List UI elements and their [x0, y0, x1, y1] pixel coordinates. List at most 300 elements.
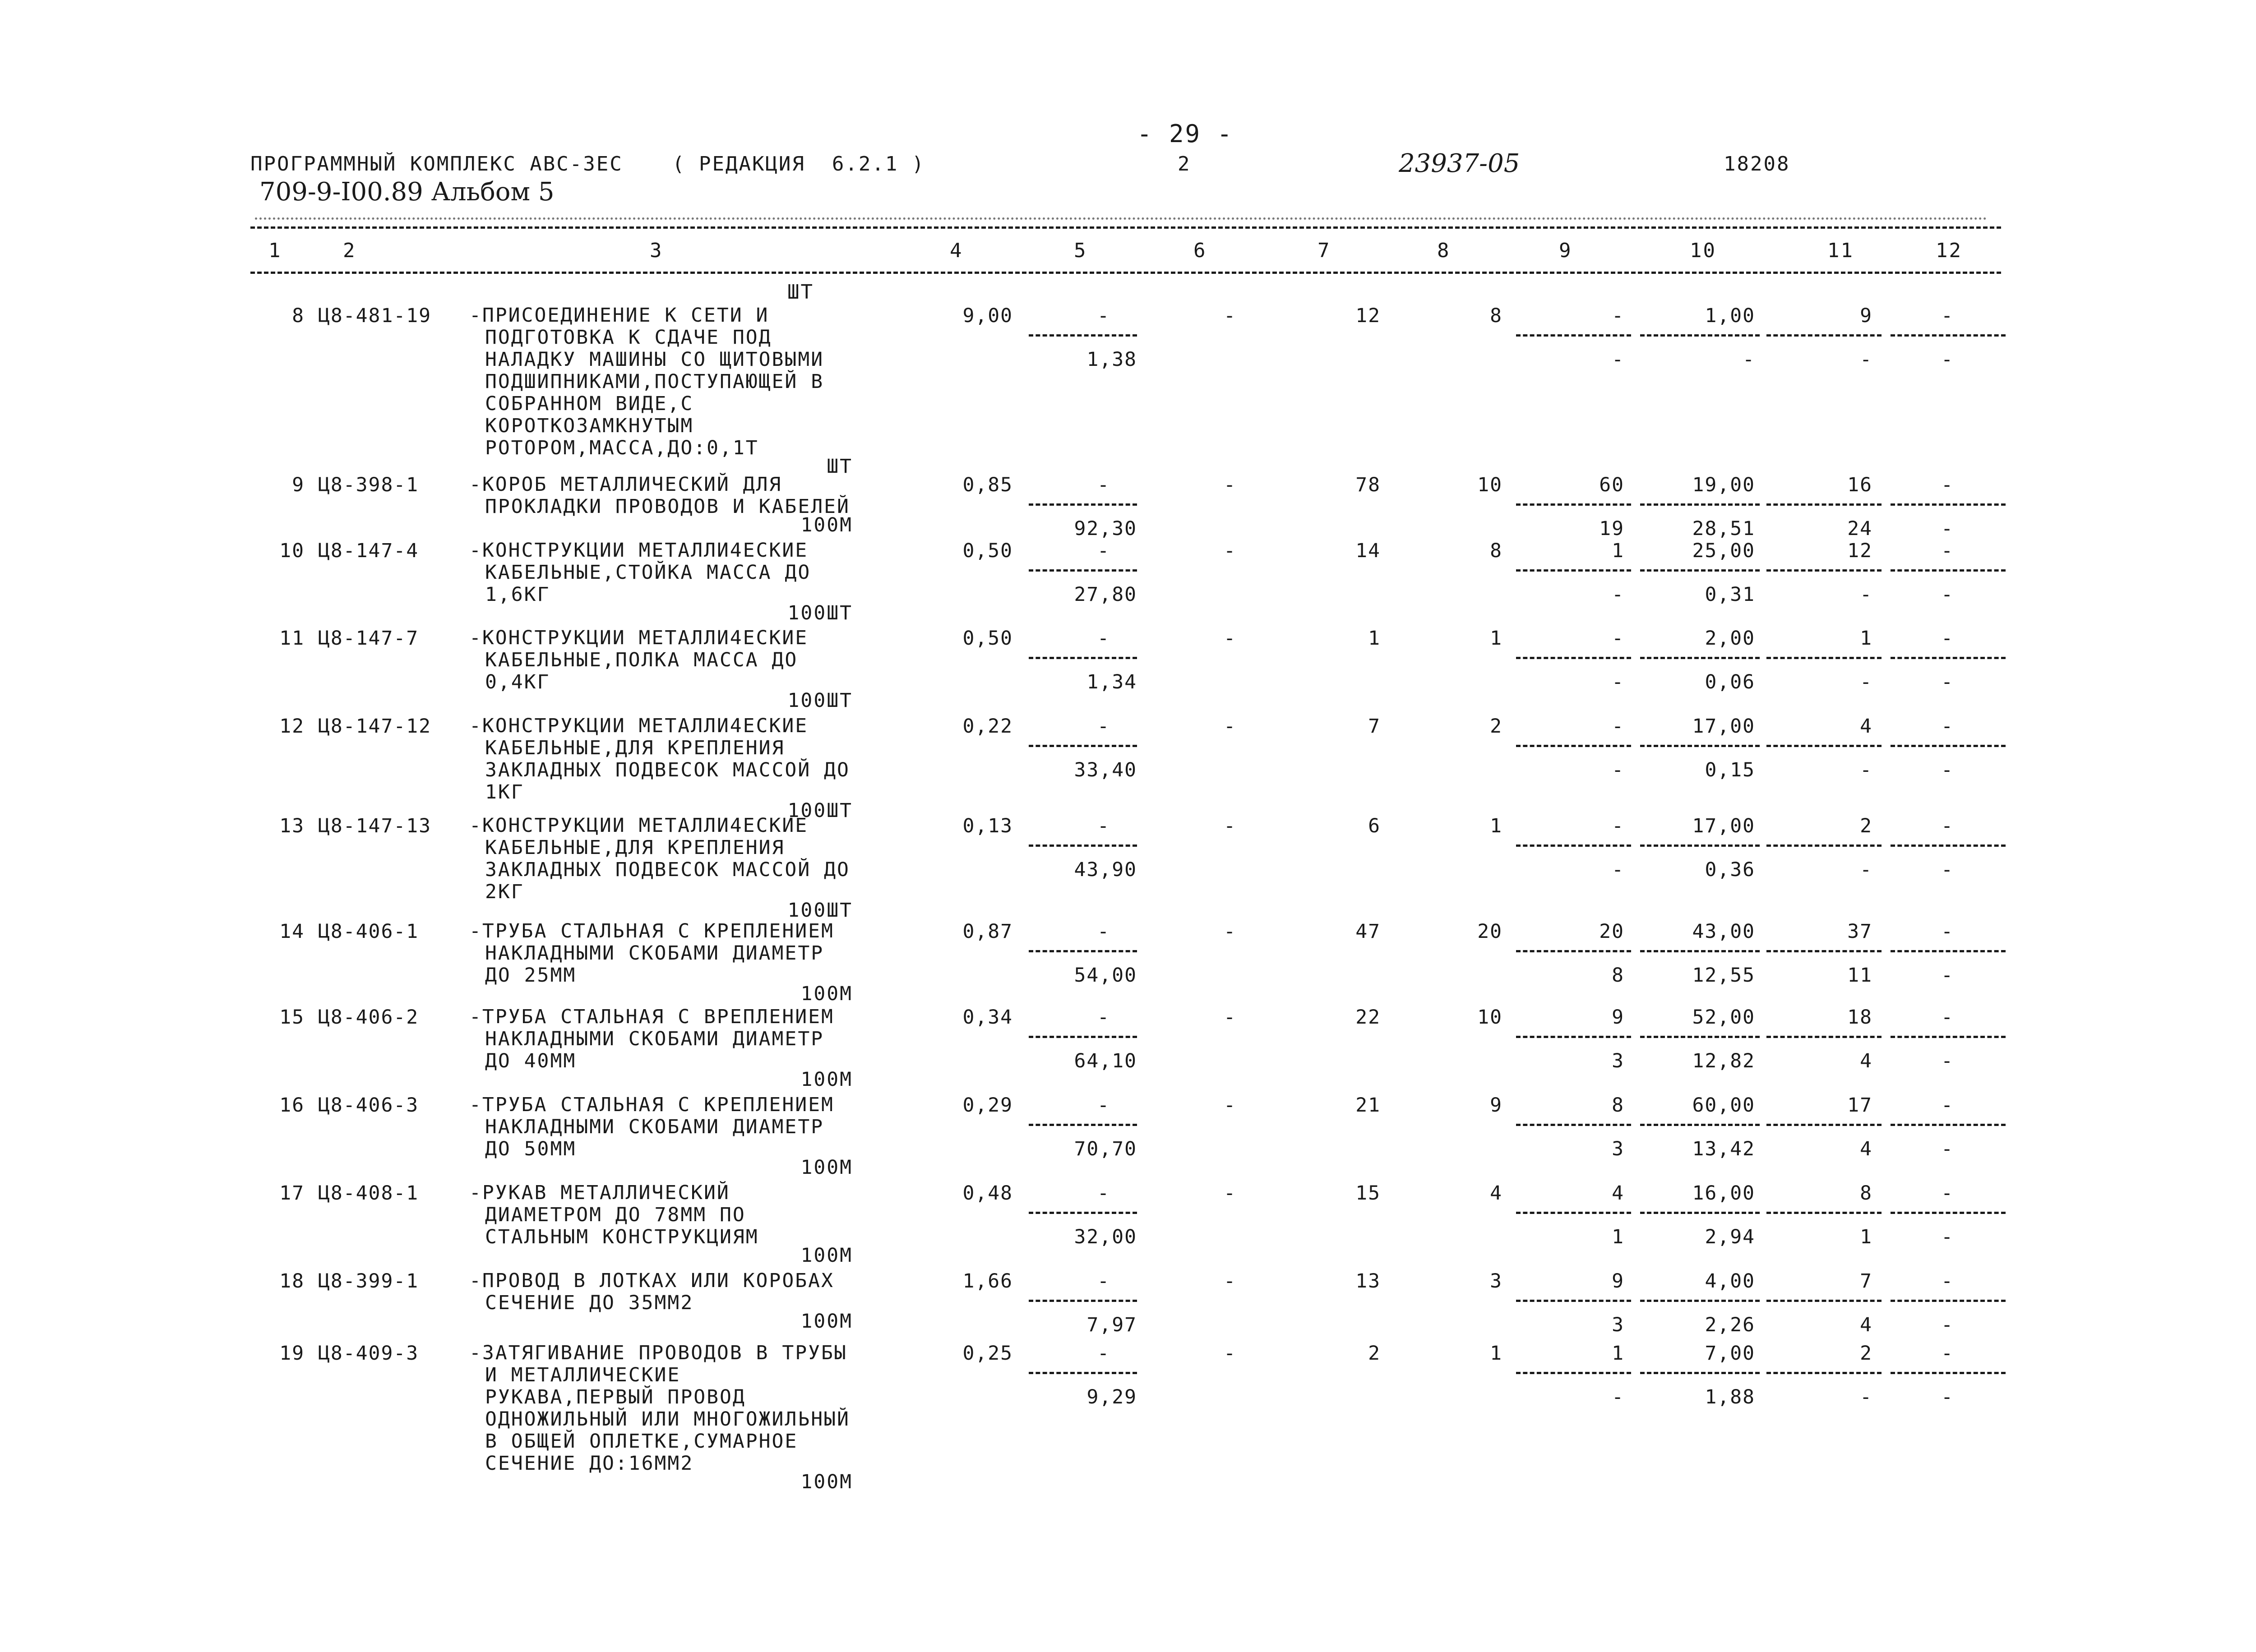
rate-code: Ц8-481-19 [318, 305, 431, 327]
row-number: 19 [279, 1342, 305, 1365]
description-line: -ТРУБА СТАЛЬНАЯ С ВРЕПЛЕНИЕМ [469, 1006, 834, 1028]
col8-value: 3 [1490, 1270, 1502, 1292]
col8-value: 8 [1490, 305, 1502, 327]
col5-top: - [1097, 627, 1110, 650]
col5-bottom: 1,34 [1086, 671, 1137, 693]
col12-divider [1891, 657, 2006, 659]
col9-divider [1516, 950, 1631, 952]
description-line: НАКЛАДНЫМИ СКОБАМИ ДИАМЕТР [485, 942, 824, 964]
col11-top: 4 [1860, 715, 1872, 738]
rate-code: Ц8-408-1 [318, 1182, 419, 1204]
page-number: - 29 - [1137, 120, 1234, 148]
col9-bottom: - [1612, 348, 1624, 371]
col5-divider [1029, 503, 1137, 506]
description-line: СОБРАННОМ ВИДЕ,С [485, 392, 694, 415]
description-line: -ТРУБА СТАЛЬНАЯ С КРЕПЛЕНИЕМ [469, 1094, 834, 1116]
column-number-1: 1 [268, 239, 282, 262]
col9-bottom: 3 [1612, 1050, 1624, 1072]
quantity-value: 1,66 [962, 1270, 1013, 1292]
description-line: СЕЧЕНИЕ ДО:16ММ2 [485, 1452, 694, 1475]
rate-code: Ц8-399-1 [318, 1270, 419, 1292]
col11-divider [1766, 1124, 1882, 1126]
quantity-value: 0,25 [962, 1342, 1013, 1365]
col12-top: - [1941, 1342, 1954, 1365]
col5-bottom: 33,40 [1074, 759, 1137, 781]
col5-divider [1029, 745, 1137, 747]
col10-top: 17,00 [1692, 815, 1755, 837]
column-number-3: 3 [650, 239, 663, 262]
col9-top: 1 [1612, 1342, 1624, 1365]
col9-top: 20 [1599, 920, 1624, 943]
row-number: 15 [279, 1006, 305, 1029]
col10-top: 2,00 [1705, 627, 1755, 650]
description-line: СТАЛЬНЫМ КОНСТРУКЦИЯМ [485, 1226, 759, 1248]
col12-divider [1891, 745, 2006, 747]
col8-value: 2 [1490, 715, 1502, 738]
col9-divider [1516, 1124, 1631, 1126]
quantity-value: 0,87 [962, 920, 1013, 943]
col10-top: 16,00 [1692, 1182, 1755, 1204]
col5-bottom: 54,00 [1074, 964, 1137, 987]
col10-divider [1640, 1036, 1760, 1038]
col6-value: - [1224, 1270, 1236, 1292]
col8-value: 20 [1477, 920, 1502, 943]
column-number-12: 12 [1936, 239, 1962, 262]
col11-bottom: - [1860, 759, 1872, 781]
col9-bottom: 1 [1612, 1226, 1624, 1248]
col9-bottom: - [1612, 583, 1624, 606]
col5-bottom: 27,80 [1074, 583, 1137, 606]
description-line: ОДНОЖИЛЬНЫЙ ИЛИ МНОГОЖИЛЬНЫЙ [485, 1408, 850, 1431]
unit-label: 100М [800, 983, 853, 1005]
description-line: -КОНСТРУКЦИИ МЕТАЛЛИ4ЕСКИЕ [469, 627, 809, 649]
col10-divider [1640, 1372, 1760, 1374]
col12-top: - [1941, 305, 1954, 327]
description-line: -КОНСТРУКЦИИ МЕТАЛЛИ4ЕСКИЕ [469, 715, 809, 737]
col5-divider [1029, 1300, 1137, 1302]
unit-label: 100ШТ [787, 602, 853, 624]
col9-divider [1516, 569, 1631, 572]
description-line: ЗАКЛАДНЫХ ПОДВЕСОК МАССОЙ ДО [485, 858, 850, 881]
header-rule-bottom [250, 272, 2001, 274]
col5-top: - [1097, 1342, 1110, 1365]
col11-top: 16 [1847, 474, 1872, 496]
col12-top: - [1941, 1006, 1954, 1029]
col11-bottom: 4 [1860, 1138, 1872, 1160]
col10-top: 1,00 [1705, 305, 1755, 327]
col12-top: - [1941, 540, 1954, 562]
col9-bottom: 3 [1612, 1138, 1624, 1160]
col7-value: 13 [1355, 1270, 1381, 1292]
col9-divider [1516, 1036, 1631, 1038]
top-unit: ШТ [787, 281, 814, 304]
col11-top: 7 [1860, 1270, 1872, 1292]
row-number: 14 [279, 920, 305, 943]
col9-divider [1516, 745, 1631, 747]
description-line: 0,4КГ [485, 671, 550, 693]
col10-top: 4,00 [1705, 1270, 1755, 1292]
program-name: ПРОГРАММНЫЙ КОМПЛЕКС АВС-3ЕС [250, 152, 623, 175]
col10-bottom: 12,82 [1692, 1050, 1755, 1072]
col12-top: - [1941, 920, 1954, 943]
col12-bottom: - [1941, 759, 1954, 781]
col6-value: - [1224, 1182, 1236, 1204]
description-line: КАБЕЛЬНЫЕ,ПОЛКА МАССА ДО [485, 649, 798, 671]
col11-divider [1766, 334, 1882, 337]
quantity-value: 0,29 [962, 1094, 1013, 1117]
column-number-7: 7 [1318, 239, 1331, 262]
quantity-value: 0,13 [962, 815, 1013, 837]
col12-divider [1891, 1372, 2006, 1374]
quantity-value: 0,22 [962, 715, 1013, 738]
col10-divider [1640, 844, 1760, 847]
col5-bottom: 43,90 [1074, 858, 1137, 881]
quantity-value: 0,34 [962, 1006, 1013, 1029]
col9-divider [1516, 657, 1631, 659]
col5-bottom: 64,10 [1074, 1050, 1137, 1072]
col10-top: 19,00 [1692, 474, 1755, 496]
description-line: ДО 50ММ [485, 1138, 577, 1160]
col7-value: 78 [1355, 474, 1381, 496]
col6-value: - [1224, 540, 1236, 562]
col11-top: 12 [1847, 540, 1872, 562]
col10-bottom: - [1743, 348, 1755, 371]
col7-value: 21 [1355, 1094, 1381, 1117]
col6-value: - [1224, 715, 1236, 738]
description-line: РОТОРОМ,МАССА,ДО:0,1Т [485, 437, 759, 459]
col10-top: 43,00 [1692, 920, 1755, 943]
col11-divider [1766, 503, 1882, 506]
description-line: НАКЛАДНЫМИ СКОБАМИ ДИАМЕТР [485, 1116, 824, 1138]
description-line: ПОДГОТОВКА К СДАЧЕ ПОД [485, 326, 772, 349]
dotted-rule [255, 217, 1988, 220]
col12-bottom: - [1941, 858, 1954, 881]
description-line: КАБЕЛЬНЫЕ,ДЛЯ КРЕПЛЕНИЯ [485, 836, 785, 859]
col12-bottom: - [1941, 348, 1954, 371]
col9-top: - [1612, 305, 1624, 327]
rate-code: Ц8-147-12 [318, 715, 431, 738]
col9-divider [1516, 844, 1631, 847]
col9-divider [1516, 503, 1631, 506]
col7-value: 6 [1368, 815, 1381, 837]
project-title: 709-9-I00.89 Альбом 5 [259, 177, 555, 207]
col6-value: - [1224, 1342, 1236, 1365]
description-line: -РУКАВ МЕТАЛЛИЧЕСКИЙ [469, 1181, 730, 1204]
col9-top: 9 [1612, 1270, 1624, 1292]
col11-bottom: - [1860, 671, 1872, 693]
unit-label: 100ШТ [787, 899, 853, 922]
description-line: ДО 40ММ [485, 1050, 577, 1072]
col8-value: 10 [1477, 1006, 1502, 1029]
description-line: НАЛАДКУ МАШИНЫ СО ЩИТОВЫМИ [485, 348, 824, 371]
col5-top: - [1097, 540, 1110, 562]
col6-value: - [1224, 474, 1236, 496]
col10-bottom: 28,51 [1692, 517, 1755, 540]
unit-label: 100М [800, 1471, 853, 1493]
col7-value: 22 [1355, 1006, 1381, 1029]
col10-bottom: 0,06 [1705, 671, 1755, 693]
quantity-value: 0,48 [962, 1182, 1013, 1204]
sheet-number: 2 [1178, 152, 1191, 175]
col9-bottom: 3 [1612, 1314, 1624, 1336]
unit-label: ШТ [827, 455, 853, 478]
col10-divider [1640, 950, 1760, 952]
col11-divider [1766, 569, 1882, 572]
col9-divider [1516, 1300, 1631, 1302]
unit-label: 100М [800, 1244, 853, 1267]
col5-top: - [1097, 815, 1110, 837]
col8-value: 1 [1490, 815, 1502, 837]
col9-bottom: 19 [1599, 517, 1624, 540]
col8-value: 1 [1490, 1342, 1502, 1365]
col11-divider [1766, 950, 1882, 952]
code-number: 18208 [1724, 152, 1790, 175]
description-line: ПОДШИПНИКАМИ,ПОСТУПАЮЩЕЙ В [485, 370, 824, 393]
col8-value: 9 [1490, 1094, 1502, 1117]
col9-divider [1516, 1212, 1631, 1214]
col12-divider [1891, 503, 2006, 506]
col5-top: - [1097, 1182, 1110, 1204]
col11-top: 17 [1847, 1094, 1872, 1117]
quantity-value: 0,85 [962, 474, 1013, 496]
row-number: 13 [279, 815, 305, 837]
description-line: КОРОТКОЗАМКНУТЫМ [485, 415, 694, 437]
col5-bottom: 70,70 [1074, 1138, 1137, 1160]
col5-divider [1029, 334, 1137, 337]
col7-value: 1 [1368, 627, 1381, 650]
program-edition: ( РЕДАКЦИЯ 6.2.1 ) [672, 152, 925, 175]
col9-top: 8 [1612, 1094, 1624, 1117]
col10-top: 25,00 [1692, 540, 1755, 562]
row-number: 8 [292, 305, 305, 327]
col5-divider [1029, 1124, 1137, 1126]
col7-value: 15 [1355, 1182, 1381, 1204]
col7-value: 7 [1368, 715, 1381, 738]
col8-value: 8 [1490, 540, 1502, 562]
col11-bottom: 11 [1847, 964, 1872, 987]
col5-bottom: 1,38 [1086, 348, 1137, 371]
row-number: 11 [279, 627, 305, 650]
column-number-5: 5 [1074, 239, 1087, 262]
col10-divider [1640, 503, 1760, 506]
col10-bottom: 0,31 [1705, 583, 1755, 606]
description-line: ЗАКЛАДНЫХ ПОДВЕСОК МАССОЙ ДО [485, 759, 850, 781]
col7-value: 12 [1355, 305, 1381, 327]
col5-divider [1029, 844, 1137, 847]
description-line: КАБЕЛЬНЫЕ,СТОЙКА МАССА ДО [485, 561, 811, 584]
row-number: 16 [279, 1094, 305, 1117]
col12-bottom: - [1941, 583, 1954, 606]
row-number: 9 [292, 474, 305, 496]
col6-value: - [1224, 1006, 1236, 1029]
quantity-value: 0,50 [962, 627, 1013, 650]
col10-bottom: 13,42 [1692, 1138, 1755, 1160]
col12-divider [1891, 334, 2006, 337]
col5-top: - [1097, 920, 1110, 943]
col10-bottom: 2,94 [1705, 1226, 1755, 1248]
col10-divider [1640, 1300, 1760, 1302]
col11-bottom: 4 [1860, 1314, 1872, 1336]
col6-value: - [1224, 1094, 1236, 1117]
col5-bottom: 9,29 [1086, 1386, 1137, 1408]
row-number: 18 [279, 1270, 305, 1292]
col11-top: 2 [1860, 815, 1872, 837]
col9-divider [1516, 334, 1631, 337]
column-number-6: 6 [1193, 239, 1207, 262]
col6-value: - [1224, 815, 1236, 837]
col10-top: 60,00 [1692, 1094, 1755, 1117]
col10-divider [1640, 657, 1760, 659]
col5-top: - [1097, 715, 1110, 738]
col11-bottom: 24 [1847, 517, 1872, 540]
col10-divider [1640, 569, 1760, 572]
col5-divider [1029, 1036, 1137, 1038]
col5-bottom: 32,00 [1074, 1226, 1137, 1248]
description-line: -ТРУБА СТАЛЬНАЯ С КРЕПЛЕНИЕМ [469, 920, 834, 942]
description-line: 1,6КГ [485, 583, 550, 606]
unit-label: 100М [800, 1310, 853, 1333]
description-line: В ОБЩЕЙ ОПЛЕТКЕ,СУМАРНОЕ [485, 1430, 798, 1453]
col9-top: - [1612, 627, 1624, 650]
quantity-value: 9,00 [962, 305, 1013, 327]
col10-top: 52,00 [1692, 1006, 1755, 1029]
col9-divider [1516, 1372, 1631, 1374]
col5-divider [1029, 1212, 1137, 1214]
description-line: 2КГ [485, 881, 524, 903]
col5-top: - [1097, 1094, 1110, 1117]
col10-top: 7,00 [1705, 1342, 1755, 1365]
rate-code: Ц8-147-4 [318, 540, 419, 562]
col6-value: - [1224, 920, 1236, 943]
unit-label: 100М [800, 514, 853, 536]
col10-bottom: 0,36 [1705, 858, 1755, 881]
description-line: ПРОКЛАДКИ ПРОВОДОВ И КАБЕЛЕЙ [485, 495, 850, 518]
row-number: 17 [279, 1182, 305, 1204]
col11-top: 1 [1860, 627, 1872, 650]
col12-top: - [1941, 1270, 1954, 1292]
col9-top: 9 [1612, 1006, 1624, 1029]
col7-value: 2 [1368, 1342, 1381, 1365]
col8-value: 10 [1477, 474, 1502, 496]
description-line: КАБЕЛЬНЫЕ,ДЛЯ КРЕПЛЕНИЯ [485, 737, 785, 759]
description-line: ДО 25ММ [485, 964, 577, 987]
col11-divider [1766, 1372, 1882, 1374]
col5-bottom: 7,97 [1086, 1314, 1137, 1336]
col10-bottom: 2,26 [1705, 1314, 1755, 1336]
col11-bottom: 1 [1860, 1226, 1872, 1248]
description-line: 1КГ [485, 781, 524, 803]
description-line: -ПРОВОД В ЛОТКАХ ИЛИ КОРОБАХ [469, 1269, 834, 1292]
col11-bottom: - [1860, 583, 1872, 606]
col10-bottom: 0,15 [1705, 759, 1755, 781]
description-line: -КОНСТРУКЦИИ МЕТАЛЛИ4ЕСКИЕ [469, 814, 809, 837]
rate-code: Ц8-398-1 [318, 474, 419, 496]
col10-bottom: 1,88 [1705, 1386, 1755, 1408]
row-number: 12 [279, 715, 305, 738]
col12-top: - [1941, 1094, 1954, 1117]
description-line: СЕЧЕНИЕ ДО 35ММ2 [485, 1292, 694, 1314]
col10-divider [1640, 1212, 1760, 1214]
rate-code: Ц8-406-1 [318, 920, 419, 943]
description-line: -КОНСТРУКЦИИ МЕТАЛЛИ4ЕСКИЕ [469, 539, 809, 562]
col12-bottom: - [1941, 1226, 1954, 1248]
col12-bottom: - [1941, 1050, 1954, 1072]
column-number-4: 4 [950, 239, 963, 262]
col12-top: - [1941, 715, 1954, 738]
col10-divider [1640, 745, 1760, 747]
col11-divider [1766, 1300, 1882, 1302]
col7-value: 47 [1355, 920, 1381, 943]
quantity-value: 0,50 [962, 540, 1013, 562]
col5-divider [1029, 657, 1137, 659]
unit-label: 100М [800, 1068, 853, 1091]
col11-divider [1766, 657, 1882, 659]
col12-top: - [1941, 1182, 1954, 1204]
col5-top: - [1097, 1006, 1110, 1029]
col11-divider [1766, 844, 1882, 847]
col9-bottom: - [1612, 858, 1624, 881]
col12-bottom: - [1941, 964, 1954, 987]
col5-divider [1029, 950, 1137, 952]
unit-label: 100ШТ [787, 689, 853, 712]
col11-top: 8 [1860, 1182, 1872, 1204]
col11-divider [1766, 745, 1882, 747]
column-number-8: 8 [1437, 239, 1451, 262]
column-number-2: 2 [343, 239, 356, 262]
col12-divider [1891, 1036, 2006, 1038]
col12-top: - [1941, 474, 1954, 496]
rate-code: Ц8-147-13 [318, 815, 431, 837]
col9-top: 4 [1612, 1182, 1624, 1204]
col12-bottom: - [1941, 517, 1954, 540]
col11-bottom: - [1860, 1386, 1872, 1408]
col11-bottom: - [1860, 348, 1872, 371]
col11-top: 18 [1847, 1006, 1872, 1029]
col5-top: - [1097, 1270, 1110, 1292]
description-line: И МЕТАЛЛИЧЕСКИЕ [485, 1364, 681, 1386]
row-number: 10 [279, 540, 305, 562]
rate-code: Ц8-147-7 [318, 627, 419, 650]
col9-top: 60 [1599, 474, 1624, 496]
col10-divider [1640, 1124, 1760, 1126]
col12-divider [1891, 569, 2006, 572]
col9-top: - [1612, 815, 1624, 837]
description-line: -ЗАТЯГИВАНИЕ ПРОВОДОВ В ТРУБЫ [469, 1342, 847, 1364]
col5-divider [1029, 569, 1137, 572]
unit-label: 100М [800, 1156, 853, 1179]
col12-bottom: - [1941, 1386, 1954, 1408]
col5-divider [1029, 1372, 1137, 1374]
description-line: -КОРОБ МЕТАЛЛИЧЕСКИЙ ДЛЯ [469, 473, 782, 496]
col9-top: 1 [1612, 540, 1624, 562]
rate-code: Ц8-406-2 [318, 1006, 419, 1029]
description-line: НАКЛАДНЫМИ СКОБАМИ ДИАМЕТР [485, 1028, 824, 1050]
rate-code: Ц8-406-3 [318, 1094, 419, 1117]
col6-value: - [1224, 305, 1236, 327]
rate-code: Ц8-409-3 [318, 1342, 419, 1365]
col12-divider [1891, 1212, 2006, 1214]
col11-top: 37 [1847, 920, 1872, 943]
col12-divider [1891, 950, 2006, 952]
col5-top: - [1097, 474, 1110, 496]
description-line: -ПРИСОЕДИНЕНИЕ К СЕТИ И [469, 304, 769, 327]
col12-top: - [1941, 815, 1954, 837]
description-line: РУКАВА,ПЕРВЫЙ ПРОВОД [485, 1386, 746, 1408]
col5-bottom: 92,30 [1074, 517, 1137, 540]
col12-divider [1891, 1124, 2006, 1126]
unit-label: 100ШТ [787, 799, 853, 822]
col11-bottom: - [1860, 858, 1872, 881]
